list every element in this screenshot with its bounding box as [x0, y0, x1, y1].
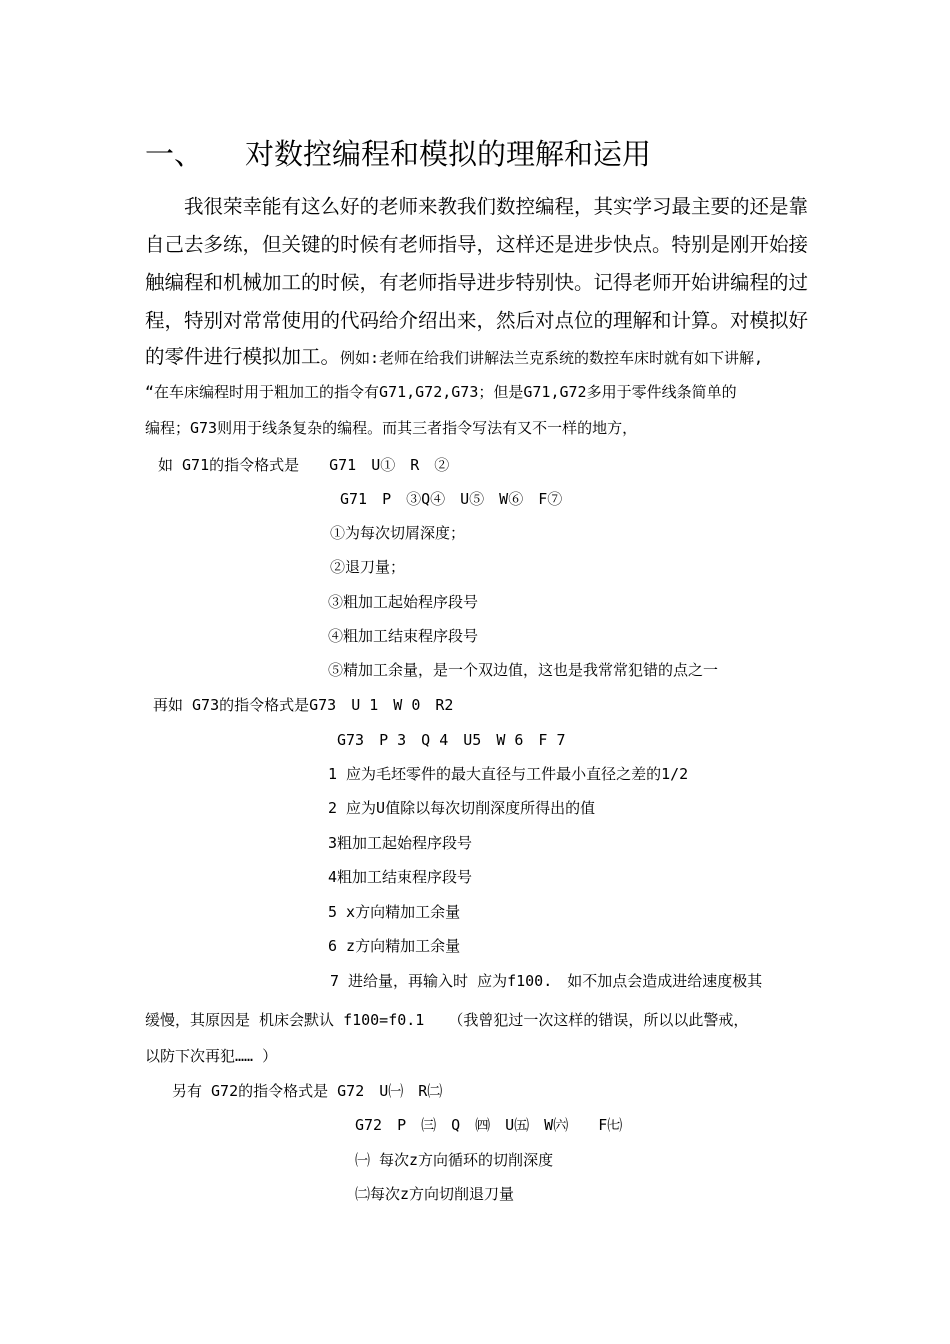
body-line: 自己去多练，但关键的时候有老师指导，这样还是进步快点。特别是刚开始接 [145, 233, 809, 256]
g73-item: 4粗加工结束程序段号 [328, 868, 473, 886]
g73-item: 7 进给量，再输入时 应为f100. 如不加点会造成进给速度极其 [330, 972, 763, 990]
quote-line: 编程；G73则用于线条复杂的编程。而其三者指令写法有又不一样的地方， [145, 419, 638, 437]
g71-intro: 如 G71的指令格式是 G71 U① R ② [158, 456, 450, 474]
body-line-mixed [145, 341, 763, 369]
g72-item: ㈠ 每次z方向循环的切削深度 [355, 1151, 554, 1169]
g71-item: ①为每次切屑深度； [330, 524, 466, 542]
body-line: 的零件进行模拟加工。 [145, 345, 341, 368]
body-line: 触编程和机械加工的时候，有老师指导进步特别快。记得老师开始讲编程的过 [145, 271, 809, 294]
body-line: 我很荣幸能有这么好的老师来教我们数控编程，其实学习最主要的还是靠 [145, 195, 809, 218]
g72-intro: 另有 G72的指令格式是 G72 U㈠ R㈡ [172, 1082, 443, 1100]
g71-item: ③粗加工起始程序段号 [328, 593, 479, 611]
body-line: 程，特别对常常使用的代码给介绍出来，然后对点位的理解和计算。对模拟好 [145, 309, 809, 332]
g72-item: ㈡每次z方向切削退刀量 [355, 1185, 515, 1203]
section-number: 一、 [145, 137, 204, 171]
g73-format-line: G73 P 3 Q 4 U5 W 6 F 7 [337, 731, 566, 749]
quote-line: “在车床编程时用于粗加工的指令有G71,G72,G73；但是G71,G72多用于零件线条简单的 [145, 383, 737, 401]
g71-item: ②退刀量； [330, 558, 406, 576]
g73-item: 6 z方向精加工余量 [328, 937, 461, 955]
g73-continuation: 缓慢，其原因是 机床会默认 f100=f0.1 （我曾犯过一次这样的错误，所以以此警戒， [145, 1011, 749, 1029]
g73-item: 5 x方向精加工余量 [328, 903, 461, 921]
g73-continuation: 以防下次再犯…… ） [145, 1047, 278, 1065]
g71-item: ④粗加工结束程序段号 [328, 627, 479, 645]
g73-item: 2 应为U值除以每次切削深度所得出的值 [328, 799, 596, 817]
g71-format-line: G71 P ③Q④ U⑤ W⑥ F⑦ [340, 490, 563, 508]
g73-intro: 再如 G73的指令格式是G73 U 1 W 0 R2 [153, 696, 454, 714]
example-intro: 例如:老师在给我们讲解法兰克系统的数控车床时就有如下讲解, [340, 349, 764, 367]
section-title: 对数控编程和模拟的理解和运用 [245, 137, 652, 171]
g73-item: 3粗加工起始程序段号 [328, 834, 473, 852]
g72-format-line: G72 P ㈢ Q ㈣ U㈤ W㈥ F㈦ [355, 1116, 623, 1134]
g71-item: ⑤精加工余量，是一个双边值，这也是我常常犯错的点之一 [328, 661, 719, 679]
g73-item: 1 应为毛坯零件的最大直径与工件最小直径之差的1/2 [328, 765, 689, 783]
